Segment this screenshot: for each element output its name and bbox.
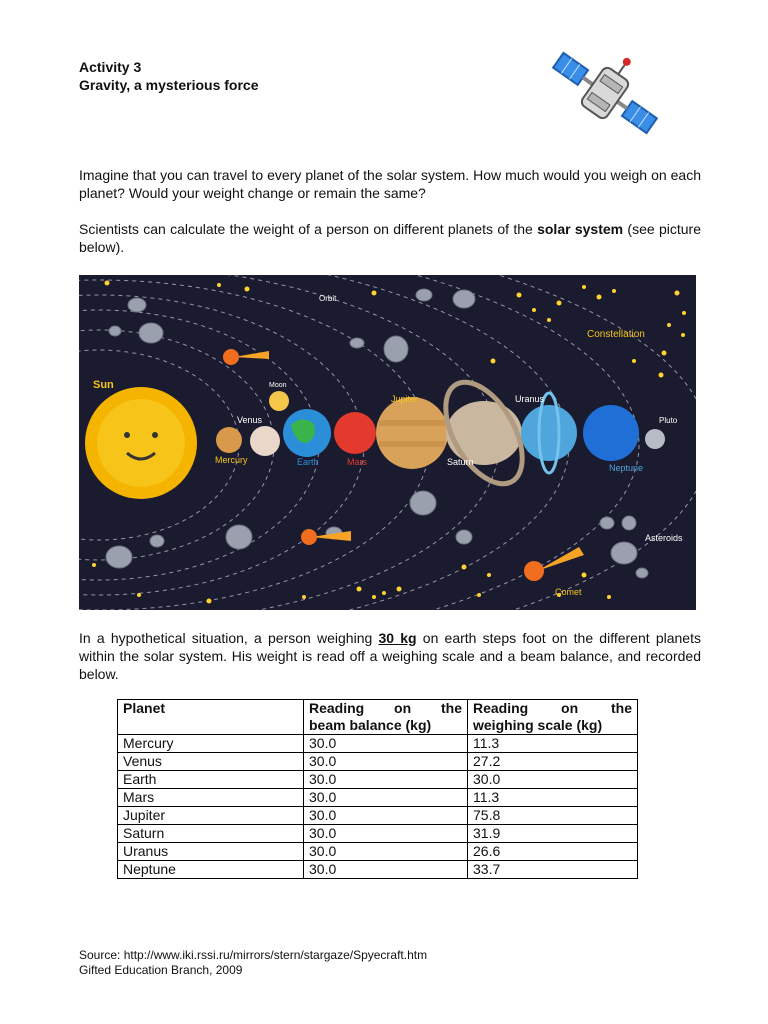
intro-paragraph-2 bbox=[79, 220, 701, 256]
situation-paragraph bbox=[79, 629, 701, 683]
header-planet: Planet bbox=[118, 700, 304, 735]
cell-scale: 33.7 bbox=[468, 861, 638, 879]
intro-p2-text-b: (see picture below). bbox=[79, 221, 701, 255]
cell-planet: Uranus bbox=[118, 843, 304, 861]
venus-planet bbox=[250, 426, 280, 456]
cell-scale: 75.8 bbox=[468, 807, 638, 825]
mars-planet bbox=[334, 412, 376, 454]
sun-icon bbox=[85, 387, 197, 499]
header-beam-line2: beam balance (kg) bbox=[309, 717, 432, 733]
cell-scale: 11.3 bbox=[468, 789, 638, 807]
label-venus: Venus bbox=[237, 415, 263, 425]
table-row bbox=[118, 861, 638, 879]
header-weighing-scale bbox=[468, 700, 638, 735]
solar-system-poster bbox=[79, 275, 696, 610]
pluto-planet bbox=[645, 429, 665, 449]
table-row bbox=[118, 753, 638, 771]
cell-planet: Mercury bbox=[118, 735, 304, 753]
mercury-planet bbox=[216, 427, 242, 453]
label-mars: Mars bbox=[347, 457, 367, 467]
situation-text-b: on earth steps foot on the different planets within the solar system. His weight is read off a weighing scale and a beam balance, and recorded below. bbox=[79, 630, 701, 682]
weight-value: 30 kg bbox=[378, 630, 417, 646]
cell-beam: 30.0 bbox=[304, 735, 468, 753]
header-beam-line1: Reading on the bbox=[309, 700, 462, 716]
cell-beam: 30.0 bbox=[304, 807, 468, 825]
moon-icon bbox=[269, 391, 289, 411]
table-row bbox=[118, 825, 638, 843]
cell-scale: 30.0 bbox=[468, 771, 638, 789]
table-row bbox=[118, 843, 638, 861]
source-citation: Source: http://www.iki.rssi.ru/mirrors/stern/stargaze/Spyecraft.htm bbox=[79, 948, 428, 962]
label-jupiter: Jupiter bbox=[391, 394, 419, 404]
label-earth: Earth bbox=[297, 457, 319, 467]
table-row bbox=[118, 735, 638, 753]
cell-beam: 30.0 bbox=[304, 825, 468, 843]
cell-planet: Venus bbox=[118, 753, 304, 771]
label-uranus: Uranus bbox=[515, 394, 545, 404]
label-asteroids: Asteroids bbox=[645, 533, 683, 543]
situation-text-a: In a hypothetical situation, a person weighing bbox=[79, 630, 379, 646]
label-sun: Sun bbox=[93, 379, 114, 391]
label-pluto: Pluto bbox=[659, 416, 678, 425]
satellite-icon bbox=[550, 38, 660, 148]
label-orbit: Orbit bbox=[319, 294, 337, 303]
cell-beam: 30.0 bbox=[304, 843, 468, 861]
header-scale-line1: Reading on the bbox=[473, 700, 632, 716]
cell-planet: Saturn bbox=[118, 825, 304, 843]
activity-title: Gravity, a mysterious force bbox=[79, 77, 259, 93]
table-row bbox=[118, 771, 638, 789]
activity-heading bbox=[79, 58, 258, 94]
label-comet: Comet bbox=[555, 587, 582, 597]
cell-scale: 11.3 bbox=[468, 735, 638, 753]
cell-beam: 30.0 bbox=[304, 771, 468, 789]
weight-readings-table bbox=[117, 699, 638, 879]
cell-beam: 30.0 bbox=[304, 789, 468, 807]
jupiter-planet bbox=[376, 397, 448, 469]
table-row bbox=[118, 789, 638, 807]
label-saturn: Saturn bbox=[447, 457, 474, 467]
table-header-row bbox=[118, 700, 638, 735]
intro-paragraph-1: Imagine that you can travel to every planet of the solar system. How much would you weigh on each planet? Would your weight change or remain the same? bbox=[79, 167, 701, 201]
neptune-planet bbox=[583, 405, 639, 461]
solar-system-term: solar system bbox=[537, 221, 624, 237]
activity-number: Activity 3 bbox=[79, 59, 142, 75]
cell-scale: 31.9 bbox=[468, 825, 638, 843]
label-neptune: Neptune bbox=[609, 463, 644, 473]
credit-line: Gifted Education Branch, 2009 bbox=[79, 963, 243, 977]
intro-p2-text-a: Scientists can calculate the weight of a person on different planets of the bbox=[79, 221, 538, 237]
label-moon: Moon bbox=[269, 382, 287, 389]
cell-planet: Jupiter bbox=[118, 807, 304, 825]
label-mercury: Mercury bbox=[215, 455, 248, 465]
cell-beam: 30.0 bbox=[304, 861, 468, 879]
cell-planet: Earth bbox=[118, 771, 304, 789]
label-constellation: Constellation bbox=[587, 329, 645, 340]
cell-planet: Neptune bbox=[118, 861, 304, 879]
header-scale-line2: weighing scale (kg) bbox=[473, 717, 603, 733]
table-row bbox=[118, 807, 638, 825]
cell-scale: 26.6 bbox=[468, 843, 638, 861]
cell-beam: 30.0 bbox=[304, 753, 468, 771]
cell-scale: 27.2 bbox=[468, 753, 638, 771]
cell-planet: Mars bbox=[118, 789, 304, 807]
header-beam-balance bbox=[304, 700, 468, 735]
